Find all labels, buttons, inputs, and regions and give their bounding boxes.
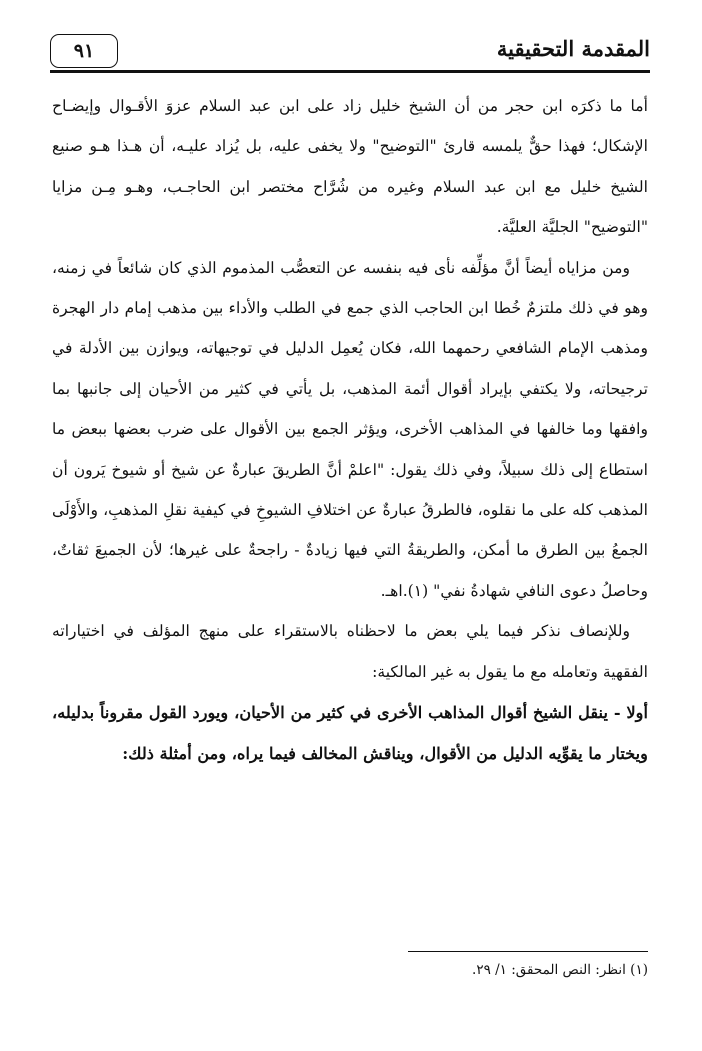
running-title: المقدمة التحقيقية [496, 36, 650, 61]
paragraph-2: ومن مزاياه أيضاً أنَّ مؤلِّفه نأى فيه بنفسه عن التعصُّب المذموم الذي كان شائعاً في زمنه، وهو في ذلك ملتزمٌ خُطا ابن الحاجب الذي جمع في الطلب والأداء بين مذهب إمام دار الهجرة ومذهب الإمام الشافعي رحمهما الله، فكان يُعمِل الدليل في توجيهاته، ويوازن بين الأدلة في ترجيحاته، ولا يكتفي بإيراد أقوال أئمة المذهب، بل يأتي في كثير من الأحيان إلى جانبها بما وافقها وما خالفها في المذاهب الأخرى، ويؤثر الجمع بين الأقوال على ضرب بعضها ببعض ما استطاع إلى ذلك سبيلاً، وفي ذلك يقول: "اعلمْ أنَّ الطريقَ عبارةٌ عن شيخ أو شيوخ يَرون أن المذهب كله على ما نقلوه، فالطرقُ عبارةٌ عن اختلافِ الشيوخِ في كيفية نقلِ المذهبِ، والأَوْلَى الجمعُ بين الطرق ما أمكن، والطريقةُ التي فيها زيادةٌ - راجحةٌ على غيرها؛ لأن الجميعَ ثقاتٌ، وحاصلُ دعوى النافي شهادةُ نفي" (١).اهـ. [52, 258, 648, 600]
paragraph-4: أولا - ينقل الشيخ أقوال المذاهب الأخرى في كثير من الأحيان، ويورد القول مقروناً بدليله، ويختار ما يقوِّيه الدليل من الأقوال، ويناقش المخالف فيما يراه، ومن أمثلة ذلك: [52, 703, 648, 764]
page-number: ٩١ [50, 34, 118, 68]
footnote-rule [408, 951, 648, 952]
body-text [52, 86, 648, 774]
page-header [50, 32, 650, 72]
paragraph-1: أما ما ذكرَه ابن حجر من أن الشيخ خليل زاد على ابن عبد السلام عزوَ الأقـوال وإيضـاح الإشكال؛ فهذا حقٌّ يلمسه قارئ "التوضيح" ولا يخفى عليه، بل يُزاد عليـه، أن هـذا هـو صنيع الشيخ خليل مع ابن عبد السلام وغيره من شُرَّاح مختصر ابن الحاجـب، وهـو مِـن مزايا "التوضيح" الجليَّة العليَّة. [52, 97, 648, 237]
paragraph-3: وللإنصاف نذكر فيما يلي بعض ما لاحظناه بالاستقراء على منهج المؤلف في اختياراته الفقهية وتعامله مع ما يقول به غير المالكية: [52, 622, 648, 681]
header-rule [50, 70, 650, 73]
footnote: (١) انظر: النص المحقق: ١/ ٢٩. [472, 962, 648, 978]
